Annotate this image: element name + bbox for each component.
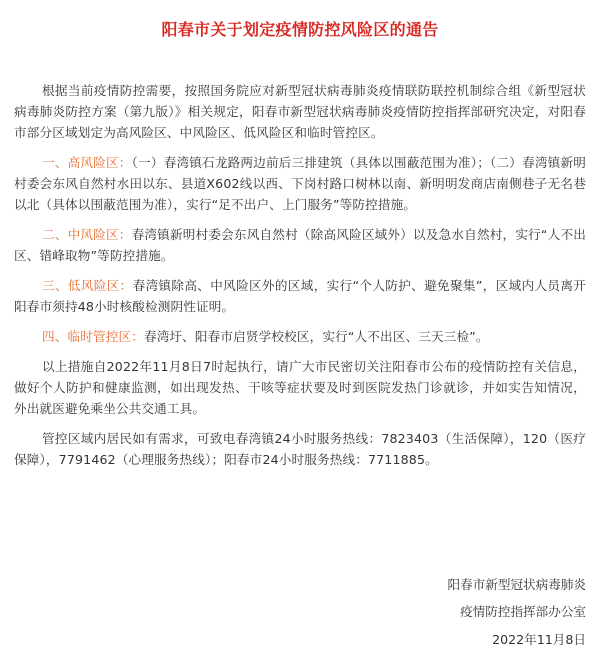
section-heading: 一、高风险区： xyxy=(42,155,132,170)
signature-date: 2022年11月8日 xyxy=(492,632,586,647)
section-low-risk xyxy=(14,275,586,317)
section-heading: 四、临时管控区： xyxy=(42,329,144,344)
section-medium-risk xyxy=(14,224,586,266)
intro-paragraph: 根据当前疫情防控需要，按照国务院应对新型冠状病毒肺炎疫情联防联控机制综合组《新型冠状病毒肺炎防控方案（第九版）》相关规定，阳春市新型冠状病毒肺炎疫情防控指挥部研究决定，对阳春市部分区域划定为高风险区、中风险区、低风险区和临时管控区。 xyxy=(14,83,586,140)
section-heading: 三、低风险区： xyxy=(42,278,133,293)
section-temporary-control xyxy=(14,326,586,347)
notice-body xyxy=(14,80,586,479)
effective-notice-paragraph: 以上措施自2022年11月8日7时起执行，请广大市民密切关注阳春市公布的疫情防控有关信息，做好个人防护和健康监测，如出现发热、干咳等症状要及时到医院发热门诊就诊，并如实告知情况，外出就医避免乘坐公共交通工具。 xyxy=(14,359,586,416)
section-text: 春湾镇新明村委会东风自然村（除高风险区域外）以及急水自然村，实行“人不出区、错峰取物”等防控措施。 xyxy=(14,227,586,263)
section-text: （一）春湾镇石龙路两边前后三排建筑（具体以围蔽范围为准）；（二）春湾镇新明村委会东风自然村水田以东、县道X602线以西、下岗村路口树林以南、新明明发商店南侧巷子无名巷以北（具体以围蔽范围为准），实行“足不出户、上门服务”等防控措施。 xyxy=(14,155,586,212)
section-high-risk xyxy=(14,152,586,215)
section-text: 春湾镇除高、中风险区外的区域，实行“个人防护、避免聚集”，区域内人员离开阳春市须持48小时核酸检测阴性证明。 xyxy=(14,278,586,314)
notice-title: 阳春市关于划定疫情防控风险区的通告 xyxy=(161,20,439,39)
hotline-paragraph: 管控区域内居民如有需求，可致电春湾镇24小时服务热线：7823403（生活保障），120（医疗保障），7791462（心理服务热线）；阳春市24小时服务热线：7711885。 xyxy=(14,431,586,467)
section-text: 春湾圩、阳春市启贤学校校区，实行“人不出区、三天三检”。 xyxy=(143,329,489,344)
section-heading: 二、中风险区： xyxy=(42,227,132,242)
signature-org-line1: 阳春市新型冠状病毒肺炎 xyxy=(447,577,586,592)
signature-org-line2: 疫情防控指挥部办公室 xyxy=(460,604,586,619)
